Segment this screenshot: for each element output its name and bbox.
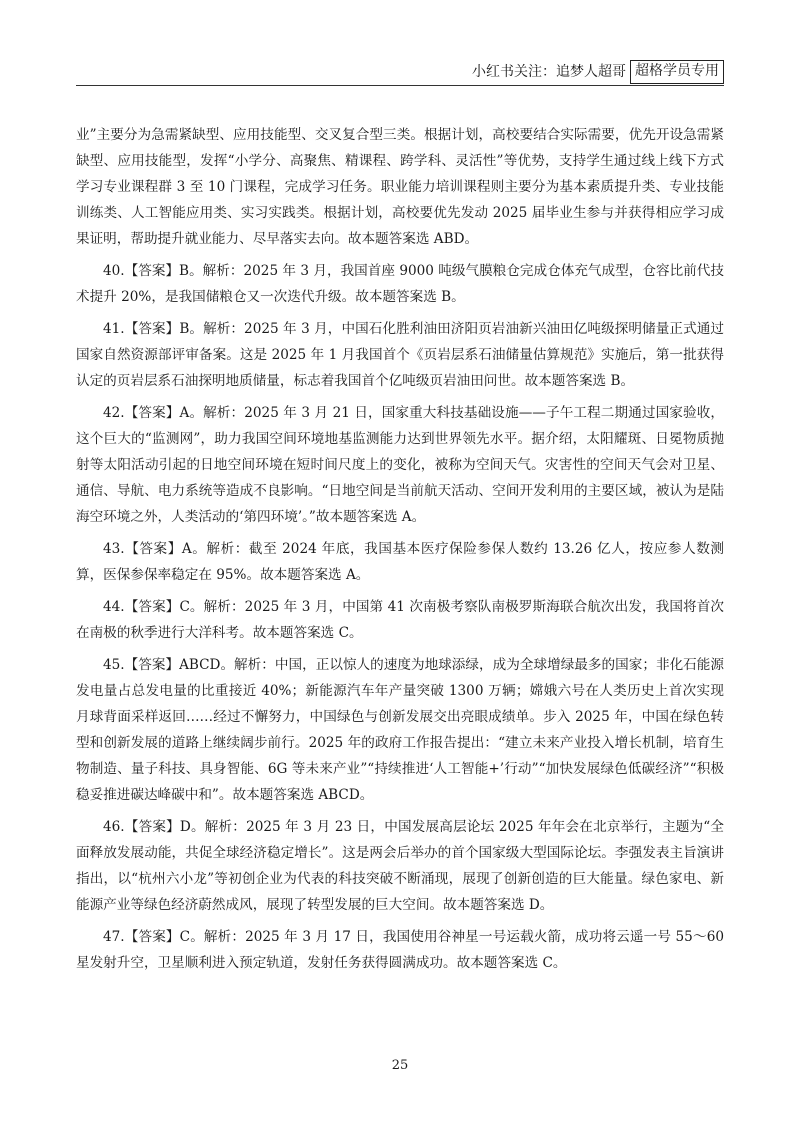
document-body — [76, 122, 724, 982]
header-badge: 超格学员专用 — [630, 60, 724, 84]
header-rule — [76, 85, 724, 86]
page-number: 25 — [391, 1058, 409, 1073]
page-header — [472, 60, 724, 84]
answer-46: 46.【答案】D。解析：2025 年 3 月 23 日，中国发展高层论坛 2025 年年会在北京举行，主题为“全面释放发展动能，共促全球经济稳定增长”。这是两会后举办的首个国家级大型国际论坛。李强发表主旨演讲指出，以“杭州六小龙”等初创企业为代表的科技突破不断涌现，展现了创新创造的巨大能量。绿色家电、新能源产业等绿色经济蔚然成风，展现了转型发展的巨大空间。故本题答案选 D。 — [76, 819, 724, 913]
answer-41: 41.【答案】B。解析：2025 年 3 月，中国石化胜利油田济阳页岩油新兴油田亿吨级探明储量正式通过国家自然资源部评审备案。这是 2025 年 1 月我国首个《页岩层系石油储量估算规范》实施后，第一批获得认定的页岩层系石油探明地质储量，标志着我国首个亿吨级页岩油田问世。故本题答案选 B。 — [76, 321, 724, 389]
paragraph-continued: 业”主要分为急需紧缺型、应用技能型、交叉复合型三类。根据计划，高校要结合实际需要，优先开设急需紧缺型、应用技能型，发挥“小学分、高聚焦、精课程、跨学科、灵活性”等优势，支持学生通过线上线下方式学习专业课程群 3 至 10 门课程，完成学习任务。职业能力培训课程则主要分为基本素质提升类、专业技能训练类、人工智能应用类、实习实践类。根据计划，高校要优先发动 2025 届毕业生参与并获得相应学习成果证明，帮助提升就业能力、尽早落实去向。故本题答案选 ABD。 — [76, 127, 724, 247]
answer-47: 47.【答案】C。解析：2025 年 3 月 17 日，我国使用谷神星一号运载火箭，成功将云遥一号 55～60 星发射升空，卫星顺利进入预定轨道，发射任务获得圆满成功。故本题答案选 C。 — [76, 929, 724, 971]
answer-43: 43.【答案】A。解析：截至 2024 年底，我国基本医疗保险参保人数约 13.26 亿人，按应参人数测算，医保参保率稳定在 95%。故本题答案选 A。 — [76, 541, 724, 583]
answer-44: 44.【答案】C。解析：2025 年 3 月，中国第 41 次南极考察队南极罗斯海联合航次出发，我国将首次在南极的秋季进行大洋科考。故本题答案选 C。 — [76, 599, 724, 641]
answer-45: 45.【答案】ABCD。解析：中国，正以惊人的速度为地球添绿，成为全球增绿最多的国家；非化石能源发电量占总发电量的比重接近 40%；新能源汽车年产量突破 1300 万辆；嫦娥六号在人类历史上首次实现月球背面采样返回……经过不懈努力，中国绿色与创新发展交出亮眼成绩单。步入 2025 年，中国在绿色转型和创新发展的道路上继续阔步前行。2025 年的政府工作报告提出：“建立未来产业投入增长机制，培育生物制造、量子科技、具身智能、6G 等未来产业”“持续推进‘人工智能+’行动”“加快发展绿色低碳经济”“积极稳妥推进碳达峰碳中和”。故本题答案选 ABCD。 — [76, 657, 724, 803]
answer-40: 40.【答案】B。解析：2025 年 3 月，我国首座 9000 吨级气膜粮仓完成仓体充气成型，仓容比前代技术提升 20%，是我国储粮仓又一次迭代升级。故本题答案选 B。 — [76, 263, 724, 305]
header-label: 小红书关注：追梦人超哥 — [472, 64, 626, 80]
answer-42: 42.【答案】A。解析：2025 年 3 月 21 日，国家重大科技基础设施——子午工程二期通过国家验收，这个巨大的“监测网”，助力我国空间环境地基监测能力达到世界领先水平。据介绍，太阳耀斑、日冕物质抛射等太阳活动引起的日地空间环境在短时间尺度上的变化，被称为空间天气。灾害性的空间天气会对卫星、通信、导航、电力系统等造成不良影响。“日地空间是当前航天活动、空间开发利用的主要区域，被认为是陆海空环境之外，人类活动的‘第四环境’。”故本题答案选 A。 — [76, 405, 724, 525]
